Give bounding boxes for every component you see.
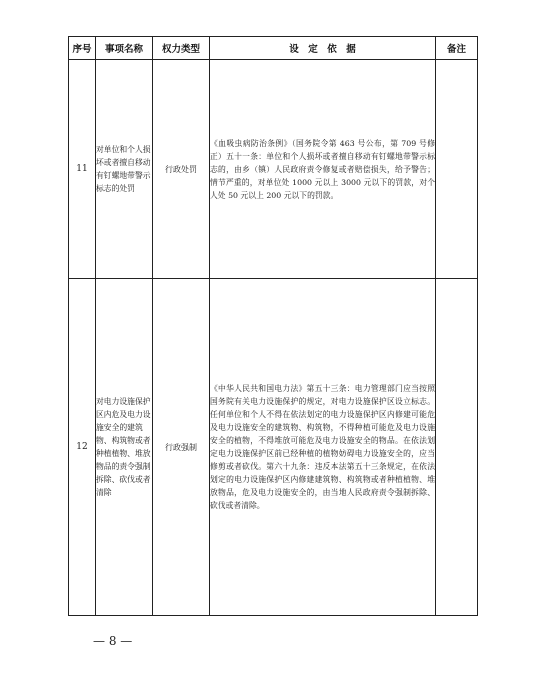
header-basis: 设 定 依 据 xyxy=(210,37,436,60)
row-basis: 《中华人民共和国电力法》第五十三条：电力管理部门应当按照国务院有关电力设施保护的规定，对电力设施保护区设立标志。任何单位和个人不得在依法划定的电力设施保护区内修建可能危及电力设施安全的建筑物、构筑物，不得种植可能危及电力设施安全的植物，不得堆放可能危及电力设施安全的物品。在依法划定电力设施保护区前已经种植的植物妨碍电力设施安全的，应当修剪或者砍伐。第六十九条：违反本法第五十三条规定，在依法划定的电力设施保护区内修建建筑物、构筑物或者种植植物、堆放物品，危及电力设施安全的，由当地人民政府责令强制拆除、砍伐或者清除。 xyxy=(210,279,436,616)
row-note xyxy=(436,279,478,616)
row-index: 12 xyxy=(69,279,96,616)
row-basis: 《血吸虫病防治条例》（国务院令第 463 号公布，第 709 号修正）五十一条：单位和个人损坏或者擅自移动有钉螺地带警示标志的，由乡（镇）人民政府责令修复或者赔偿损失，给予警告；情节严重的，对单位处 1000 元以上 3000 元以下的罚款，对个人处 50 元以上 200 元以下的罚款。 xyxy=(210,60,436,279)
row-power-type: 行政强制 xyxy=(153,279,210,616)
row-note xyxy=(436,60,478,279)
header-power-type: 权力类型 xyxy=(153,37,210,60)
row-power-type: 行政处罚 xyxy=(153,60,210,279)
table-row xyxy=(69,279,478,616)
header-item-name: 事项名称 xyxy=(96,37,153,60)
row-item-name: 对单位和个人损坏或者擅自移动有钉螺地带警示标志的处罚 xyxy=(96,60,153,279)
authority-table xyxy=(68,36,478,616)
table-row xyxy=(69,60,478,279)
row-index: 11 xyxy=(69,60,96,279)
header-note: 备注 xyxy=(436,37,478,60)
row-item-name: 对电力设施保护区内危及电力设施安全的建筑物、构筑物或者种植植物、堆放物品的责令强制拆除、砍伐或者清除 xyxy=(96,279,153,616)
page-number: — 8 — xyxy=(93,634,133,648)
header-index: 序号 xyxy=(69,37,96,60)
header-row xyxy=(69,37,478,60)
